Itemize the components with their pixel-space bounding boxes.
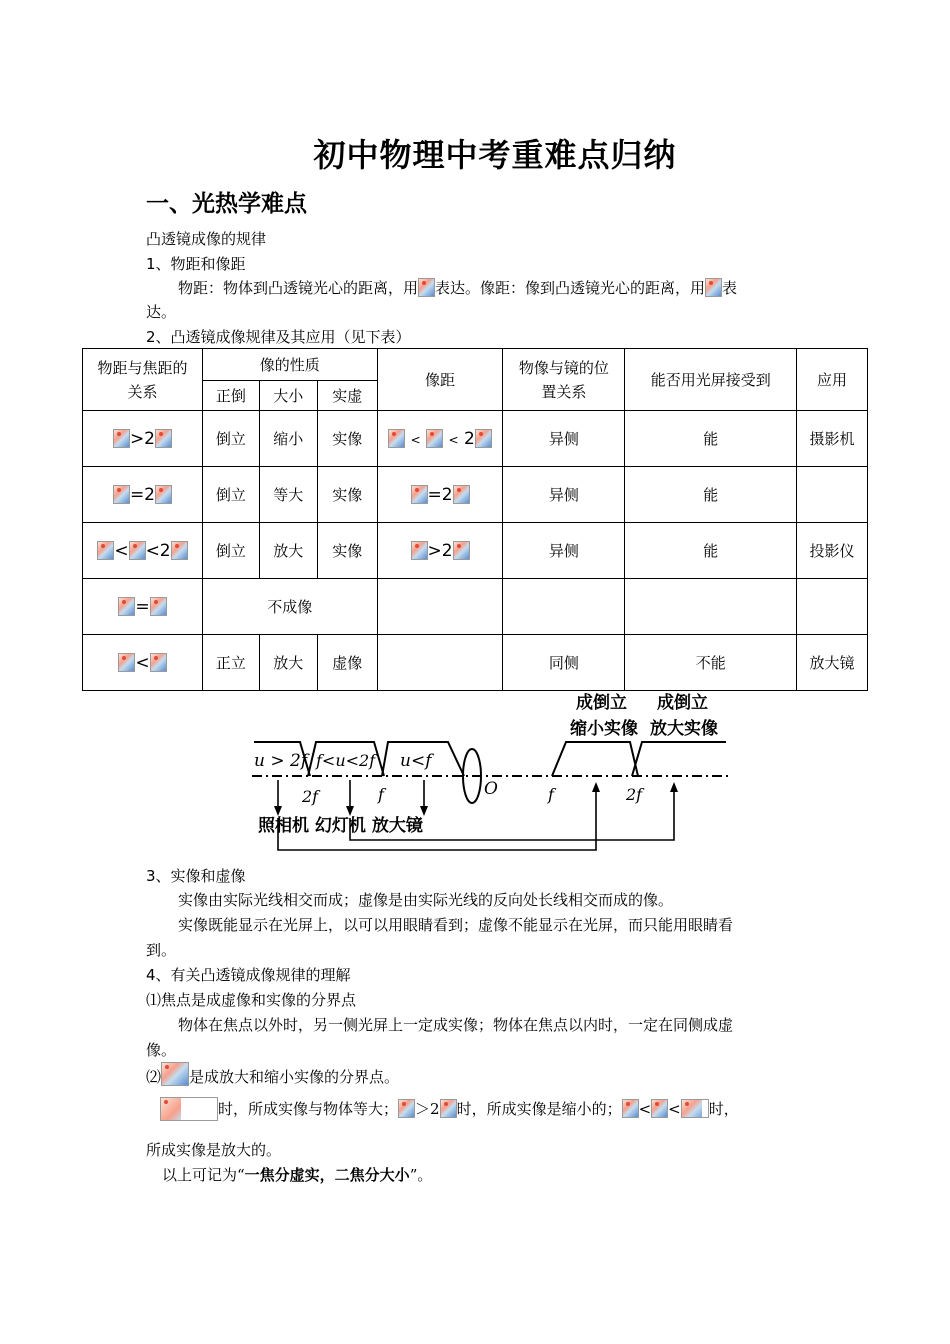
cell-position: 异侧 bbox=[503, 523, 625, 579]
p4-item2-detail bbox=[160, 1097, 739, 1121]
p4-item2-prefix: ⑵ bbox=[146, 1068, 162, 1086]
label-f-u-2f: f<u<2f bbox=[316, 751, 376, 770]
p4-detail-d: < bbox=[638, 1100, 652, 1118]
label-inverted-small-b: 缩小实像 bbox=[570, 719, 638, 739]
section-heading: 一、光热学难点 bbox=[146, 191, 307, 217]
header-size: 大小 bbox=[259, 381, 317, 411]
header-application: 应用 bbox=[797, 349, 868, 411]
cell-no-image: 不成像 bbox=[202, 579, 377, 635]
cell-position: 异侧 bbox=[503, 411, 625, 467]
image-placeholder-icon bbox=[418, 278, 435, 297]
table-row bbox=[83, 467, 868, 523]
cell-position bbox=[503, 579, 625, 635]
p3-text-a: 实像由实际光线相交而成；虚像是由实际光线的反向处长线相交而成的像。 bbox=[178, 891, 674, 909]
p4-item2-text: 是成放大和缩小实像的分界点。 bbox=[189, 1068, 400, 1086]
cell-screen: 能 bbox=[625, 467, 797, 523]
p1-text-c: 表 bbox=[722, 279, 738, 297]
p4-heading: 4、有关凸透镜成像规律的理解 bbox=[146, 966, 351, 984]
p4-detail-f: 时， bbox=[708, 1100, 739, 1118]
header-orientation: 正倒 bbox=[202, 381, 259, 411]
label-u-gt-2f: u > 2f bbox=[254, 751, 308, 771]
p2-heading-note: （见下表） bbox=[335, 328, 411, 346]
p1-text-a: 物距：物体到凸透镜光心的距离，用 bbox=[178, 279, 419, 297]
tick-f-left: f bbox=[378, 785, 384, 804]
tick-2f-right: 2f bbox=[626, 785, 643, 804]
p1-text-end: 达。 bbox=[146, 303, 177, 321]
topic-line: 凸透镜成像的规律 bbox=[146, 230, 267, 248]
cell-image-distance: =2 bbox=[377, 467, 503, 523]
cell-application: 摄影机 bbox=[797, 411, 868, 467]
bracket-image-large bbox=[632, 742, 726, 776]
image-placeholder-icon bbox=[440, 1099, 457, 1118]
lens-rules-table bbox=[82, 348, 868, 691]
label-u-lt-f: u<f bbox=[400, 751, 432, 771]
p2-heading-text: 2、凸透镜成像规律及其应用 bbox=[146, 328, 336, 346]
arrow-up-icon bbox=[670, 782, 678, 792]
label-inverted-large-a: 成倒立 bbox=[657, 693, 708, 713]
cell-application bbox=[797, 467, 868, 523]
table-row bbox=[83, 523, 868, 579]
cell-application: 投影仪 bbox=[797, 523, 868, 579]
cell-size: 放大 bbox=[259, 635, 317, 691]
cell-orientation: 正立 bbox=[202, 635, 259, 691]
p1-heading: 1、物距和像距 bbox=[146, 255, 246, 273]
p1-text bbox=[178, 277, 737, 298]
image-placeholder-icon bbox=[398, 1099, 415, 1118]
tick-f-right: f bbox=[548, 785, 554, 804]
p4-item1-text-a: 物体在焦点以外时，另一侧光屏上一定成实像；物体在焦点以内时，一定在同侧成虚 bbox=[178, 1016, 734, 1034]
cell-real-virtual: 实像 bbox=[317, 467, 377, 523]
table-row bbox=[83, 579, 868, 635]
cell-image-distance bbox=[377, 635, 503, 691]
header-relation: 物距与焦距的关系 bbox=[83, 349, 203, 411]
cell-real-virtual: 实像 bbox=[317, 411, 377, 467]
cell-relation: >2 bbox=[83, 411, 203, 467]
cell-image-distance: < < 2 bbox=[377, 411, 503, 467]
cell-screen: 不能 bbox=[625, 635, 797, 691]
cell-screen: 能 bbox=[625, 411, 797, 467]
summary-pre: 以上可记为“ bbox=[162, 1166, 245, 1184]
lens-diagram bbox=[240, 690, 740, 858]
tick-2f-left: 2f bbox=[302, 787, 319, 806]
p4-detail-a: 时，所成实像与物体等大； bbox=[218, 1100, 399, 1118]
cell-application: 放大镜 bbox=[797, 635, 868, 691]
image-placeholder-icon bbox=[622, 1099, 639, 1118]
image-placeholder-icon bbox=[681, 1099, 709, 1118]
cell-screen bbox=[625, 579, 797, 635]
arrow-down-icon bbox=[346, 806, 354, 816]
cell-orientation: 倒立 bbox=[202, 523, 259, 579]
cell-position: 异侧 bbox=[503, 467, 625, 523]
cell-orientation: 倒立 bbox=[202, 467, 259, 523]
cell-size: 缩小 bbox=[259, 411, 317, 467]
p3-text-b: 实像既能显示在光屏上，以可以用眼睛看到；虚像不能显示在光屏，而只能用眼睛看 bbox=[178, 916, 734, 934]
header-nature: 像的性质 bbox=[202, 349, 377, 381]
p4-item1: ⑴焦点是成虚像和实像的分界点 bbox=[146, 991, 357, 1009]
p4-summary bbox=[162, 1164, 432, 1185]
arrow-down-icon bbox=[420, 806, 428, 816]
p4-detail-c: 时，所成实像是缩小的； bbox=[456, 1100, 622, 1118]
header-image-distance: 像距 bbox=[377, 349, 503, 411]
p4-detail-e: < bbox=[668, 1100, 681, 1118]
cell-relation: < bbox=[83, 635, 203, 691]
p1-text-b: 表达。像距：像到凸透镜光心的距离，用 bbox=[435, 279, 706, 297]
tick-origin: O bbox=[484, 779, 498, 799]
cell-image-distance bbox=[377, 579, 503, 635]
cell-application bbox=[797, 579, 868, 635]
cell-relation: < <2 bbox=[83, 523, 203, 579]
label-applications: 照相机 幻灯机 放大镜 bbox=[258, 816, 423, 836]
image-placeholder-icon bbox=[651, 1099, 668, 1118]
header-screen: 能否用光屏接受到 bbox=[625, 349, 797, 411]
p4-item2-text-b: 所成实像是放大的。 bbox=[146, 1141, 282, 1159]
image-placeholder-icon bbox=[705, 278, 722, 297]
header-real-virtual: 实虚 bbox=[317, 381, 377, 411]
cell-size: 等大 bbox=[259, 467, 317, 523]
bracket-image-small bbox=[552, 742, 638, 776]
image-placeholder-icon bbox=[160, 1097, 218, 1121]
p4-item2 bbox=[146, 1062, 399, 1087]
p4-detail-b: ＞2 bbox=[415, 1100, 440, 1118]
table-row bbox=[83, 635, 868, 691]
p2-heading bbox=[146, 326, 411, 347]
summary-bold: 一焦分虚实，二焦分大小 bbox=[244, 1166, 410, 1184]
label-inverted-large-b: 放大实像 bbox=[650, 719, 718, 739]
cell-relation: =2 bbox=[83, 467, 203, 523]
arrow-up-icon bbox=[592, 782, 600, 792]
p3-text-c: 到。 bbox=[146, 941, 177, 959]
summary-post: ”。 bbox=[409, 1166, 433, 1184]
page-title: 初中物理中考重难点归纳 bbox=[313, 136, 677, 174]
cell-screen: 能 bbox=[625, 523, 797, 579]
label-inverted-small-a: 成倒立 bbox=[576, 693, 627, 713]
arrow-down-icon bbox=[274, 806, 282, 816]
cell-relation: = bbox=[83, 579, 203, 635]
table-row bbox=[83, 411, 868, 467]
cell-position: 同侧 bbox=[503, 635, 625, 691]
cell-size: 放大 bbox=[259, 523, 317, 579]
cell-orientation: 倒立 bbox=[202, 411, 259, 467]
cell-real-virtual: 实像 bbox=[317, 523, 377, 579]
cell-real-virtual: 虚像 bbox=[317, 635, 377, 691]
image-placeholder-icon bbox=[161, 1062, 189, 1086]
p3-heading: 3、实像和虚像 bbox=[146, 867, 246, 885]
p4-item1-text-b: 像。 bbox=[146, 1041, 177, 1059]
cell-image-distance: >2 bbox=[377, 523, 503, 579]
header-position: 物像与镜的位置关系 bbox=[503, 349, 625, 411]
